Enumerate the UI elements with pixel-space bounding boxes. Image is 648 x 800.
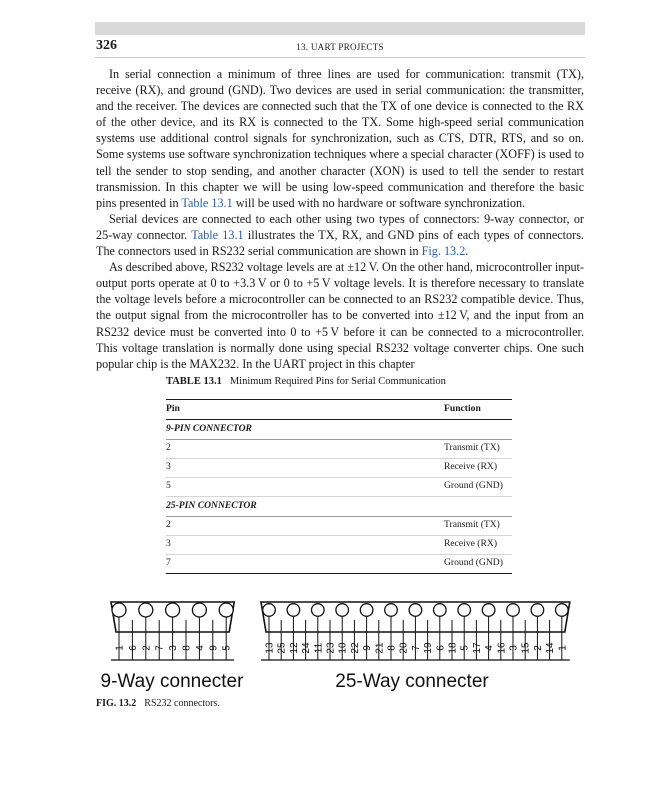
table-13-1-link-2[interactable]: Table 13.1 — [191, 227, 244, 242]
connector-9-pin-label: 8 — [181, 645, 193, 651]
fig-13-2-link[interactable]: Fig. 13.2 — [421, 244, 466, 259]
connector-25-pin-circle — [556, 604, 569, 617]
function-cell: Ground (GND) — [444, 555, 512, 574]
pin-cell: 3 — [166, 536, 444, 555]
pin-cell: 7 — [166, 555, 444, 574]
connector-25-pin-circle — [385, 604, 398, 617]
table-row — [166, 459, 512, 478]
table-13-1-link[interactable]: Table 13.1 — [181, 195, 233, 210]
figure-caption — [96, 698, 220, 709]
connector-25-pin-label: 24 — [301, 642, 313, 654]
p1-text-before: In serial connection a minimum of three lines are used for communication: transmit (TX), receive (RX), and ground (GND). Two devices are used in serial communication: the transmitter, and the receiver. The devices are connected such that the TX of one device is connected to the RX of the other device, and its RX is connected to the TX. Some high-speed serial communication systems use additional control signals for synchronization, such as CTS, DTR, RTS, and so on. Some systems use software synchronization techniques where a special character (XOFF) is used to tell the sender to stop sending, and another character (XON) is used to tell the sender to restart transmission. In this chapter we will be using low-speed communication and therefore the basic pins presented in — [96, 67, 584, 210]
connector-9-pin-label: 1 — [114, 645, 126, 651]
connector-25-pin-label: 11 — [313, 642, 325, 654]
table-caption — [166, 376, 512, 387]
function-cell: Transmit (TX) — [444, 440, 512, 459]
connector-9-pin-circle — [192, 603, 206, 617]
table-row — [166, 440, 512, 459]
table-row — [166, 555, 512, 574]
connector-25-pin-circle — [360, 604, 373, 617]
p1-text-after: will be used with no hardware or software synchronization. — [232, 195, 526, 210]
connector-25-pin-label: 12 — [288, 642, 300, 654]
connector-25-pin-label: 15 — [520, 642, 532, 654]
connector-25-pin-circle — [531, 604, 544, 617]
connector-25-pin-label: 21 — [374, 642, 386, 654]
paragraph-2 — [96, 211, 584, 259]
connector-25-pin-label: 25 — [276, 642, 288, 654]
connector-25-pin-label: 17 — [471, 642, 483, 654]
connector-25-pin-label: 8 — [386, 645, 398, 651]
table-header-row — [166, 400, 512, 420]
p2-text-before: Serial devices are connected to each other using two types of connectors: 9-way connector, or 25-way connector. — [96, 211, 584, 242]
connector-9-pin-label: 3 — [168, 645, 180, 651]
connector-9-way — [111, 602, 234, 660]
col-header-pin: Pin — [166, 400, 444, 420]
p2-text-after: . — [465, 244, 469, 259]
connector-25-pin-label: 6 — [435, 645, 447, 651]
connector-9-pin-circle — [139, 603, 153, 617]
connector-9-pin-label: 4 — [194, 645, 206, 651]
group-label-9pin: 9-PIN CONNECTOR — [166, 420, 512, 440]
connector-9-title: 9-Way connecter — [100, 671, 244, 692]
connector-25-pin-label: 2 — [532, 645, 544, 651]
connector-25-pin-circle — [482, 604, 495, 617]
table-13-1 — [166, 376, 512, 574]
connector-25-pin-label: 18 — [447, 642, 459, 654]
connector-25-pin-label: 10 — [337, 642, 349, 654]
pins-table — [166, 399, 512, 574]
connector-9-pin-circle — [112, 603, 126, 617]
group-row-9pin — [166, 420, 512, 440]
connector-25-pin-label: 14 — [545, 642, 557, 654]
figure-caption-text: RS232 connectors. — [144, 698, 220, 709]
running-head: 13. UART PROJECTS — [296, 42, 384, 52]
function-cell: Transmit (TX) — [444, 517, 512, 536]
connector-25-pin-label: 4 — [484, 645, 496, 651]
connector-25-title: 25-Way connecter — [335, 671, 489, 692]
connector-25-pin-label: 13 — [264, 642, 276, 654]
body-text — [96, 66, 584, 372]
connector-25-pin-label: 3 — [508, 645, 520, 651]
table-title: Minimum Required Pins for Serial Communication — [229, 376, 446, 387]
rs232-connectors-diagram — [0, 590, 648, 700]
connector-25-pin-circle — [458, 604, 471, 617]
connector-25-pin-label: 22 — [349, 642, 361, 654]
header-rule — [95, 57, 585, 58]
paragraph-3: As described above, RS232 voltage levels are at ±12 V. On the other hand, microcontroller input-output ports operate at 0 to +3.3 V or 0 to +5 V voltage levels. It is therefore necessary to translate the voltage levels before a microcontroller can be connected to an RS232 compatible device. Thus, the output signal from the microcontroller has to be converted into ±12 V, and the input from an RS232 device must be converted into 0 to +5 V before it can be connected to a microcontroller. This voltage translation is normally done using special RS232 voltage converter chips. One such popular chip is the MAX232. In the UART project in this chapter — [96, 260, 584, 371]
connector-9-pin-label: 6 — [127, 645, 139, 651]
page-number: 326 — [96, 38, 117, 53]
connector-25-way — [261, 602, 570, 660]
connector-25-pin-label: 20 — [398, 642, 410, 654]
function-cell: Ground (GND) — [444, 478, 512, 497]
connector-25-pin-circle — [409, 604, 422, 617]
connector-9-pin-label: 7 — [154, 645, 166, 651]
connector-25-pin-circle — [434, 604, 447, 617]
connector-9-pin-label: 5 — [221, 645, 233, 651]
group-row-25pin — [166, 497, 512, 517]
group-label-25pin: 25-PIN CONNECTOR — [166, 497, 512, 517]
p2-text-mid: illustrates the TX, RX, and GND pins of each types of connectors. The connectors used in RS232 serial communication are shown in — [96, 227, 584, 259]
pin-cell: 5 — [166, 478, 444, 497]
paragraph-1 — [96, 66, 584, 211]
pin-cell: 2 — [166, 517, 444, 536]
table-label: TABLE 13.1 — [166, 376, 222, 387]
connector-25-pin-label: 19 — [423, 642, 435, 654]
connector-9-pin-label: 9 — [208, 645, 220, 651]
connector-25-pin-label: 7 — [410, 645, 422, 651]
connector-9-pin-circle — [219, 603, 233, 617]
pin-cell: 3 — [166, 459, 444, 478]
header-bar — [95, 22, 585, 35]
connector-9-pin-circle — [166, 603, 180, 617]
connector-25-pin-circle — [287, 604, 300, 617]
table-row — [166, 517, 512, 536]
pin-cell: 2 — [166, 440, 444, 459]
col-header-function: Function — [444, 400, 512, 420]
figure-label: FIG. 13.2 — [96, 698, 137, 709]
connector-25-pin-label: 16 — [496, 642, 508, 654]
function-cell: Receive (RX) — [444, 536, 512, 555]
table-row — [166, 536, 512, 555]
connector-25-pin-label: 5 — [459, 645, 471, 651]
connector-25-pin-circle — [263, 604, 276, 617]
table-row — [166, 478, 512, 497]
connector-25-pin-circle — [312, 604, 325, 617]
connector-9-pin-label: 2 — [141, 645, 153, 651]
connector-25-pin-label: 23 — [325, 642, 337, 654]
connector-25-pin-circle — [336, 604, 349, 617]
connector-25-pin-label: 9 — [362, 645, 374, 651]
connector-25-pin-label: 1 — [557, 645, 569, 651]
function-cell: Receive (RX) — [444, 459, 512, 478]
connector-25-pin-circle — [507, 604, 520, 617]
